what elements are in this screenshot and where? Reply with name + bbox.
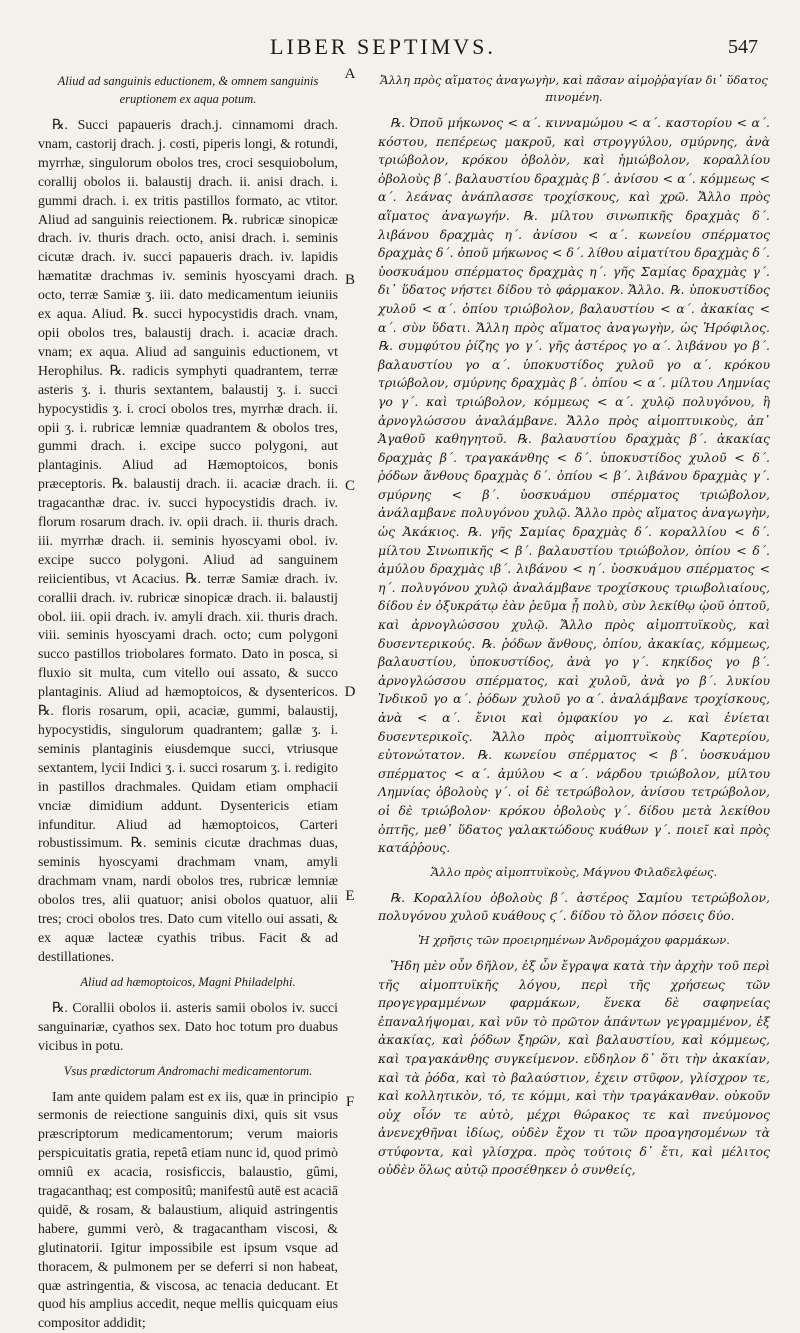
latin-column (38, 68, 338, 1294)
latin-section-title: Vsus prædictorum Andromachi medicamentorum. (38, 1062, 338, 1080)
page-header (0, 30, 800, 70)
latin-section-title: Aliud ad sanguinis eductionem, & omnem sanguinis eruptionem ex aqua potum. (38, 72, 338, 108)
margin-letter-e: E (340, 888, 360, 905)
margin-letter-a: A (340, 66, 360, 83)
running-title: LIBER SEPTIMVS. (270, 34, 496, 60)
greek-section-title: Ἄλλη πρὸς αἵματος ἀναγωγὴν, καὶ πᾶσαν αἱμοῤῥαγίαν δι᾽ ὕδατος πινομένη. (378, 72, 770, 106)
page-number: 547 (728, 36, 758, 59)
greek-paragraph: ℞. Κοραλλίου ὀβολοὺς β΄. ἀστέρος Σαμίου τετρώβολον, πολυγόνου χυλοῦ κυάθους ϛ΄. δίδου τὸ ὅλον πόσεις δύο. (378, 889, 770, 926)
latin-paragraph: ℞. Corallii obolos ii. asteris samii obolos iv. succi sanguinariæ, cyathos sex. Dato hoc totum pro duabus vicibus in potu. (38, 999, 338, 1056)
greek-section-title: Ἄλλο πρὸς αἱμοπτυϊκοὺς, Μάγνου Φιλαδελφέως. (378, 864, 770, 881)
margin-letter-d: D (340, 684, 360, 701)
margin-letter-c: C (340, 478, 360, 495)
greek-column (378, 68, 770, 1294)
latin-paragraph: ℞. Succi papaueris drach.j. cinnamomi drach. vnam, castorij drach. j. costi, piperis longi, & rotundi, myrrhæ, singulorum obolos tres, croci sesquiobolum, corallij obolos ii. balaustij drach. ii. anisi drach. i. gummi drach. i. ex tritis pastillos formato, ac vtitor. Aliud ad sanguinis reiectionem. ℞. rubricæ sinopicæ drach. iv. thuris drach. octo, anisi drach. i. seminis cicutæ drach. iv. succi papaueris drach. iv. lapidis hæmatitæ drachmas iv. seminis hyoscyami drach. octo, terræ Samiæ ʒ. iii. dato medicamentum ieiuniis ex aqua. Aliud. ℞. succi hypocystidis drach. vnam, opii obolos tres, balaustij drach. i. acaciæ drach. vnam; ex aqua. Aliud ad sanguinis eductionem, vt Herophilus. ℞. radicis symphyti quadrantem, terræ asteris ʒ. i. thuris sextantem, balaustij ʒ. i. succi hypocystidis ʒ. i. croci obolos tres, myrrhæ drach. ii. opii ʒ. i. rubricæ lemniæ quadrantem & obolos tres, gummi drach. i. excipe succo polygoni, aut plantaginis. Aliud ad Hæmoptoicos, bonis præceptoris. ℞. balaustij drach. ii. acaciæ drach. ii. tragacanthæ drac. iv. succi hypocystidis drach. iv. florum rosarum drach. iv. opii drach. ii. thuris drach. iii. myrrhæ drach. ii. seminis hyoscyami obol. iv. excipe succo polygoni. Aliud ad sanguinem reiicientibus, vt Acacius. ℞. terræ Samiæ drach. iv. corallii drach. iv. rubricæ sinopicæ drach. ii. balaustij obol. iii. opii drach. iv. amyli drach. xii. thuris drach. viii. seminis hyoscyami drach. octo; cum polygoni succo pastillos triobolares formato. Dato in posca, si fluxio sit multa, cum vitello oui assato, & succo plantaginis. Aliud ad hæmoptoicos, & dysentericos. ℞. floris rosarum, opii, acaciæ, gummi, balaustij, hypocystidis, singulorum quadrantem; gallæ ʒ. i. seminis plantaginis eiusdemque succi, vtriusque sextantem, lycii Indici ʒ. i. succi rosarum ʒ. i. redigito in pastillos drachmales. Quidam etiam omphacii vnciæ dimidium addunt. Dysentericis etiam infunditur. Aliud ad hæmoptoicos, Carteri robustissimum. ℞. seminis cicutæ drachmas duas, seminis hyoscyami drachmam vnam, amyli drachmam vnam, nardi obolos tres, rubricæ lemniæ obolos tres, alii quatuor; anisi obolos quatuor, alii tres; croci obolos tres. Dato cum vitello oui assati, & ex aquæ lacteæ cyathis tribus. Facit & ad destillationes. (38, 116, 338, 967)
latin-section-title: Aliud ad hæmoptoicos, Magni Philadelphi. (38, 973, 338, 991)
greek-section-title: Ἡ χρῆσις τῶν προειρημένων Ἀνδρομάχου φαρμάκων. (378, 932, 770, 949)
greek-paragraph: Ἤδη μὲν οὖν δῆλον, ἐξ ὧν ἔγραψα κατὰ τὴν ἀρχὴν τοῦ περὶ τῆς αἱμοπτυϊκῆς λόγου, περὶ τῆς χρήσεως τῶν προγεγραμμένων φαρμάκων, ἕνεκα δὲ σαφηνείας ἐπαναλήψομαι, καὶ νῦν τὸ πρῶτον ἁπάντων γεγραμμένον, ἐξ ἀκακίας, καὶ ῥόδων ξηρῶν, καὶ βαλαυστίου, καὶ κόμμεως, καὶ τραγακάνθης συγκείμενον. εὔδηλον δ᾽ ὅτι τὴν ἀκακίαν, καὶ τὰ ῥόδα, καὶ τὸ βαλαύστιον, ἐχειν στῦφον, γλίσχρον τε, καὶ κολλητικὸν, τό, τε κόμμι, καὶ τὴν τραγάκανθαν. οὐκοῦν οὐχ οἷόν τε αὐτὸ, μέχρι θώρακος τε καὶ πνεύμονος ἀνενεχθῆναι ἰδίως, οὐδὲν ἔχον τι τῶν προαγησομένων τὰ στύφοντα, καὶ γλίσχρα. πρὸς τούτοις δ᾽ ἔτι, καὶ μέλιτος οὐδὲν ὅλως αὐτῷ προσέθηκεν ὁ συνθείς, (378, 957, 770, 1180)
margin-letter-b: B (340, 272, 360, 289)
margin-letter-f: F (340, 1094, 360, 1111)
latin-paragraph: Iam ante quidem palam est ex iis, quæ in principio sermonis de reiectione sanguinis dixi, quis sit vsus præscriptorum medicamentorum; verum maioris perspicuitatis gratia, repetâ etiam nunc id, quod primò omniû ex acacia, rosisficcis, balaustio, gûmi, tragacanthaq; est compositû; manifestû autē est acaciā quidē, & rosam, & balaustium, aliquid astringentis habere, gummi verò, & tragacantham viscosi, & glutinatorii. Igitur impossibile est ipsum vsque ad thoracem, & pulmonem per se deferri si non habeat, quæ astringentia, & viscosa, ac tenacia deducant. Et quod his amplius accedit, neque mellis quicquam eius compositor addidit; (38, 1088, 338, 1333)
greek-paragraph: ℞. Ὀποῦ μήκωνος < α΄. κινναμώμου < α΄. καστορίου < α΄. κόστου, πεπέρεως μακροῦ, καὶ στρογγύλου, σμύρνης, ἀνὰ τριώβολον, κρόκου ὀβολὸν, καὶ ἡμιώβολον, κοραλλίου ὀβολοὺς β΄. βαλαυστίου δραχμὰς β΄. ἀνίσου < α΄. κόμμεως < α΄. λεάνας ἀνάπλασσε τροχίσκους, καὶ χρῶ. Ἄλλο πρὸς αἵματος ἀναγωγήν. ℞. μίλτου σινωπικῆς δραχμὰς δ΄. λιβάνου δραχμὰς η΄. ἀνίσου < α΄. κωνείου σπέρματος δραχμὰς δ΄. ὀποῦ μήκωνος < δ΄. λίθου αἱματίτου δραχμὰς δ΄. ὑοσκυάμου σπέρματος δραχμὰς η΄. γῆς Σαμίας δραχμὰς γ΄. δι᾽ ὕδατος νήστει δίδου τὸ φάρμακον. Ἄλλο. ℞. ὑποκυστίδος χυλοῦ < α΄. ὀπίου τριώβολον, βαλαυστίου < α΄. ἀκακίας < α΄. σὺν ὕδατι. Ἄλλη πρὸς αἵματος ἀναγωγὴν, ὡς Ἡρόφιλος. ℞. συμφύτου ῥίζης γο γ΄. γῆς ἀστέρος γο α΄. λιβάνου γο β΄. βαλαυστίου γο α΄. ὑποκυστίδος χυλοῦ γο α΄. κρόκου τριώβολον, σμύρνης δραχμὰς β΄. ὀπίου < α΄. μίλτου Λημνίας γο γ΄. καὶ τριώβολον, κόμμεως < α΄. χυλῷ πολυγόνου, ἢ ἀρνογλώσσου ἀναλάμβανε. Ἄλλο πρὸς αἱμοπτυικοὺς, ἀπ᾽ Ἀγαθοῦ καθηγητοῦ. ℞. βαλαυστίου δραχμὰς β΄. ἀκακίας δραχμὰς β΄. τραγακάνθης < δ΄. ὑποκυστίδος χυλοῦ < δ΄. ῥόδων ἄνθους δραχμὰς δ΄. ὀπίου < β΄. λιβάνου δραχμὰς γ΄. σμύρνης < β΄. ὑοσκυάμου σπέρματος τριώβολον, ἀνάλαμβανε πολυγόνου χυλῷ. Ἄλλο πρὸς αἵματος ἀναγωγὴν, ὡς Ἀκάκιος. ℞. γῆς Σαμίας δραχμὰς δ΄. κοραλλίου < δ΄. μίλτου Σινωπικῆς < β΄. βαλαυστίου τριώβολον, ὀπίου < δ΄. ἀμύλου δραχμὰς ιβ΄. λιβάνου < η΄. ὑοσκυάμου σπέρματος < η΄. πολυγόνου χυλῷ ἀναλάμβανε τροχίσκους τριωβολιαίους, δίδου ἐν ὀξυκράτῳ ἐὰν ῥεῦμα ᾖ πολὺ, σὺν λεκίθῳ ᾠοῦ ὀπτοῦ, καὶ ἀρνογλώσσου χυλῷ. Ἄλλο πρὸς αἱμοπτυϊκοὺς, καὶ δυσεντερικούς. ℞. ῥόδων ἄνθους, ὀπίου, ἀκακίας, κόμμεως, βαλαυστίου, ὑποκυστίδος, ἀνὰ γο γ΄. κηκίδος γο β΄. ἀρνογλώσσου σπέρματος, καὶ χυλοῦ, ἀνὰ γο β΄. λυκίου Ἰνδικοῦ γο α΄. ῥόδων χυλοῦ γο α΄. ἀναλάμβανε τροχίσκους, ἀνὰ < α΄. ἔνιοι καὶ ὀμφακίου γο 𐅵. καὶ ἐνίεται δυσεντερικοῖς. Ἄλλο πρὸς αἱμοπτυϊκοὺς Καρτερίου, εὐτονώτατον. ℞. κωνείου σπέρματος < β΄. ὑοσκυάμου σπέρματος < α΄. ἀμύλου < α΄. νάρδου τριώβολον, μίλτου Λημνίας ὀβολοὺς γ΄. οἱ δὲ τετρώβολον, ἀνίσου τετρώβολον, οἱ δὲ τριώβολον· κρόκου ὀβολοὺς γ΄. δίδου μετὰ λεκίθου ὀπτῆς, μεθ᾽ ὕδατος γαλακτώδους κυάθων γ΄. ποιεῖ καὶ πρὸς κατάῤῥους. (378, 114, 770, 858)
margin-letters (340, 0, 370, 1332)
